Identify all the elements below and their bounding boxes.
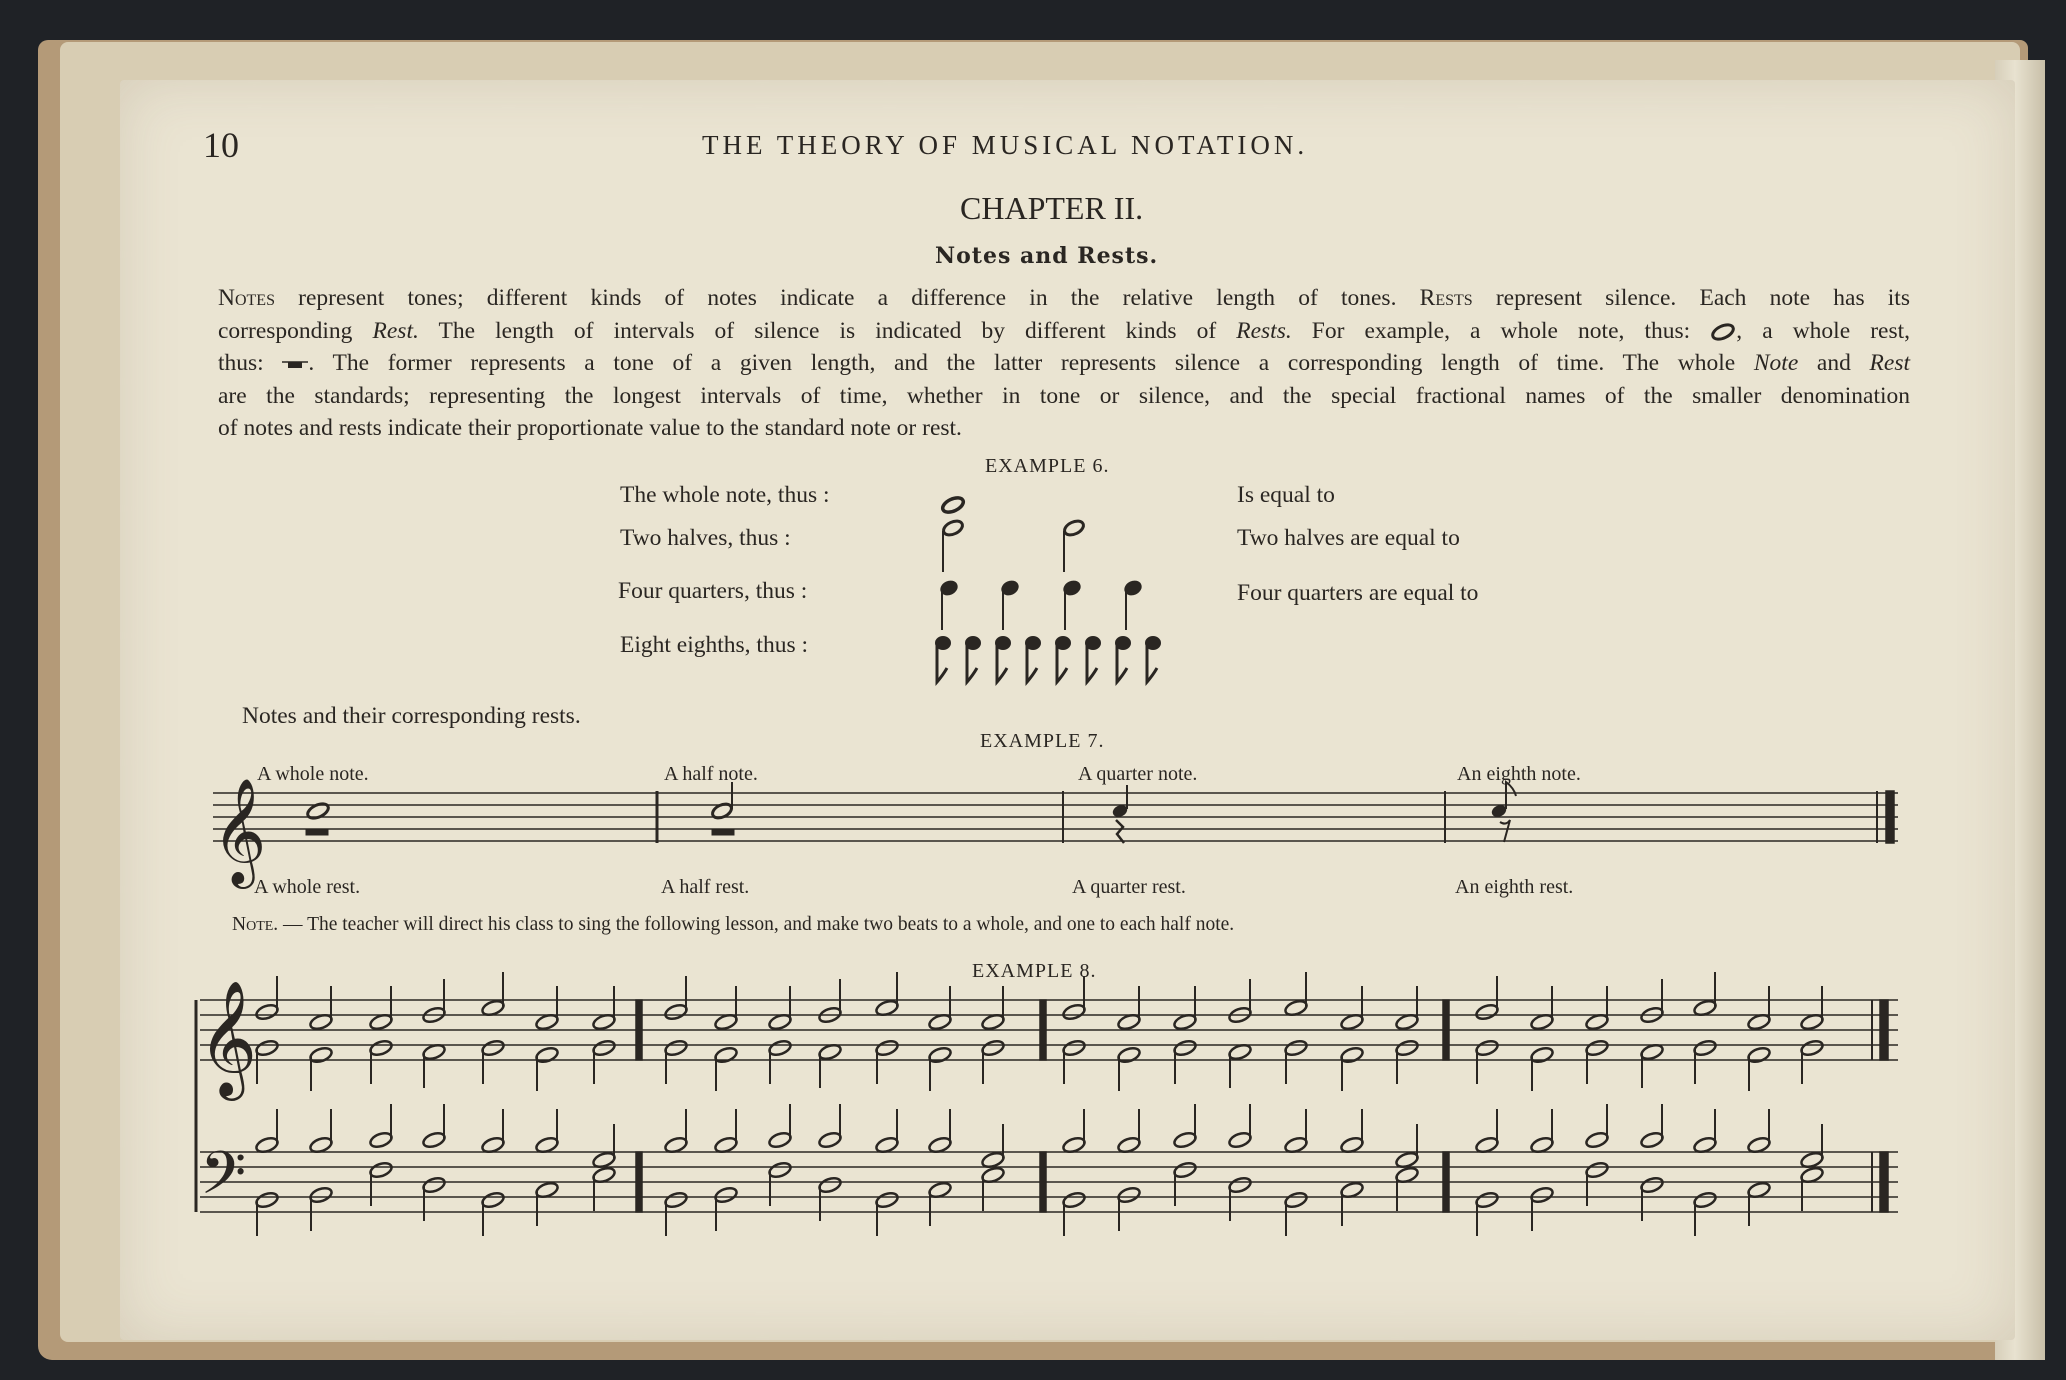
half-note-icon <box>255 1003 280 1022</box>
half-note-icon <box>1530 1186 1555 1205</box>
whole-rest-icon <box>306 829 328 835</box>
half-note-icon <box>255 1039 280 1058</box>
text-run: Rest <box>1869 350 1910 376</box>
text-run: represent tones; different kinds of notes indicate a difference in the relative length of tones. <box>274 285 1420 311</box>
half-note-icon <box>1585 1039 1610 1058</box>
text-run: . The former represents a tone of a given length, and the latter represents silence a corresponding length of time. The whole <box>308 350 1754 376</box>
half-note-icon <box>768 1131 793 1150</box>
half-note-icon <box>1693 1191 1718 1210</box>
example8-staves <box>196 1000 1898 1212</box>
half-note-icon <box>1475 1039 1500 1058</box>
ex7-rest-quarter: A quarter rest. <box>1072 876 1186 898</box>
half-note-icon <box>422 1176 447 1195</box>
text-run: , a whole rest, <box>1736 317 1911 344</box>
ex7-note-quarter: A quarter note. <box>1078 763 1198 785</box>
quarter-notes <box>939 579 1143 597</box>
half-note-icon <box>309 1046 334 1065</box>
bass-clef-icon: 𝄢 <box>200 1138 247 1222</box>
ex7-rest-eighth: An eighth rest. <box>1455 876 1574 898</box>
ex7-note-eighth: An eighth note. <box>1457 763 1581 785</box>
term-rests: Rests <box>1419 285 1473 311</box>
half-note-icon <box>1228 1131 1253 1150</box>
half-note-icon <box>1062 1191 1087 1210</box>
text-run: of notes and rests indicate their proportionate value to the standard note or rest. <box>218 415 962 441</box>
half-note-icon <box>309 1186 334 1205</box>
half-note-icon <box>664 1191 689 1210</box>
half-note-icon <box>369 1131 394 1150</box>
half-note-icon <box>818 1131 843 1150</box>
half-note-icon <box>1475 1191 1500 1210</box>
half-note-icon <box>1800 1039 1825 1058</box>
half-note-icon <box>1062 518 1085 537</box>
treble-clef-icon: 𝄞 <box>212 777 267 884</box>
text-run: Note <box>1753 350 1799 376</box>
half-note-icon <box>875 1039 900 1058</box>
ex7-note-whole: A whole note. <box>257 763 369 785</box>
half-note-icon <box>1062 1003 1087 1022</box>
half-note-icon <box>481 1039 506 1058</box>
half-note-icon <box>981 1039 1006 1058</box>
half-note-icon <box>710 801 733 820</box>
ex7-note-half: A half note. <box>664 763 758 785</box>
half-note-icon <box>928 1046 953 1065</box>
example7-label: EXAMPLE 7. <box>980 730 1105 752</box>
text-run: The length of intervals of silence is indicated by different kinds of <box>418 317 1237 344</box>
half-note-icon <box>768 1039 793 1058</box>
half-note-icon <box>1228 1176 1253 1195</box>
half-note-icon <box>1173 1161 1198 1180</box>
half-note-icon <box>768 1161 793 1180</box>
ex6-row2-left: Two halves, thus : <box>620 525 791 551</box>
text-run: represent silence. Each note has its <box>1472 285 1910 311</box>
running-title: THE THEORY OF MUSICAL NOTATION. <box>702 130 1309 160</box>
ex6-row3-right: Four quarters are equal to <box>1237 580 1479 606</box>
half-note-icon <box>1117 1186 1142 1205</box>
half-note-icon <box>1640 1131 1665 1150</box>
ex6-row3-left: Four quarters, thus : <box>618 578 808 604</box>
half-note-icon <box>818 1176 843 1195</box>
eighth-notes <box>936 637 1160 649</box>
ex7-rest-whole: A whole rest. <box>254 876 361 898</box>
half-note-icon <box>1475 1003 1500 1022</box>
ex6-row1-left: The whole note, thus : <box>620 482 830 508</box>
half-note-icon <box>369 1161 394 1180</box>
half-note-icon <box>714 1046 739 1065</box>
text-run: corresponding <box>218 317 373 344</box>
quarter-rest-icon <box>1116 820 1124 843</box>
half-note-icon <box>1640 1176 1665 1195</box>
note-prefix: Note. <box>232 914 279 935</box>
half-note-icon <box>664 1003 689 1022</box>
eighth-note-icon <box>1491 804 1508 819</box>
half-note-icon <box>369 1039 394 1058</box>
ex6-row1-right: Is equal to <box>1237 482 1335 508</box>
chapter-subtitle: Notes and Rests. <box>935 243 1159 269</box>
quarter-note-icon <box>1112 804 1129 819</box>
half-note-icon <box>1062 1039 1087 1058</box>
text-run: Rest. <box>372 317 419 344</box>
half-note-icon <box>1284 1191 1309 1210</box>
text-run: Rests. <box>1236 317 1292 344</box>
half-note-icon <box>255 1191 280 1210</box>
ex6-row2-right: Two halves are equal to <box>1237 525 1460 551</box>
text-run: thus: <box>218 350 264 376</box>
half-note-icon <box>714 1186 739 1205</box>
half-note-icon <box>941 518 964 537</box>
chapter-title: CHAPTER II. <box>960 190 1144 226</box>
page-number: 10 <box>203 125 239 165</box>
example7-symbols <box>305 782 1516 843</box>
half-note-icon <box>1395 1039 1420 1058</box>
half-rest-icon <box>712 829 734 835</box>
note-text: — The teacher will direct his class to sing the following lesson, and make two beats to a whole, and one to each half note. <box>278 914 1235 935</box>
treble-clef-icon: 𝄞 <box>198 979 258 1096</box>
half-note-icon <box>1284 1039 1309 1058</box>
half-note-icon <box>1173 1039 1198 1058</box>
half-note-icon <box>1340 1046 1365 1065</box>
text-run: and <box>1798 350 1870 376</box>
half-note-icon <box>1173 1131 1198 1150</box>
whole-note-icon <box>305 801 330 821</box>
whole-note-icon <box>940 495 965 515</box>
example7-staff <box>213 791 1898 843</box>
example7-intro: Notes and their corresponding rests. <box>242 703 581 729</box>
example6-notes <box>936 495 1160 682</box>
half-note-icon <box>1747 1046 1772 1065</box>
half-note-icon <box>1693 1039 1718 1058</box>
half-note-icon <box>875 1191 900 1210</box>
text-run: are the standards; representing the longest intervals of time, whether in tone or silence, and the special fractional names of the smaller denomination <box>218 382 1910 409</box>
ex6-row4-left: Eight eighths, thus : <box>620 632 808 658</box>
half-note-icon <box>1117 1046 1142 1065</box>
example6-label: EXAMPLE 6. <box>985 455 1110 477</box>
term-notes: Notes <box>218 285 275 311</box>
half-note-icon <box>481 1191 506 1210</box>
example8-label: EXAMPLE 8. <box>972 960 1097 982</box>
half-note-icon <box>1585 1131 1610 1150</box>
half-note-icon <box>664 1039 689 1058</box>
text-run: For example, a whole note, thus: <box>1291 317 1691 344</box>
eighth-rest-icon <box>1500 820 1510 842</box>
half-note-icon <box>592 1039 617 1058</box>
half-note-icon <box>1585 1161 1610 1180</box>
half-note-icon <box>535 1046 560 1065</box>
half-note-icon <box>1530 1046 1555 1065</box>
ex7-rest-half: A half rest. <box>661 876 750 898</box>
half-note-icon <box>422 1131 447 1150</box>
